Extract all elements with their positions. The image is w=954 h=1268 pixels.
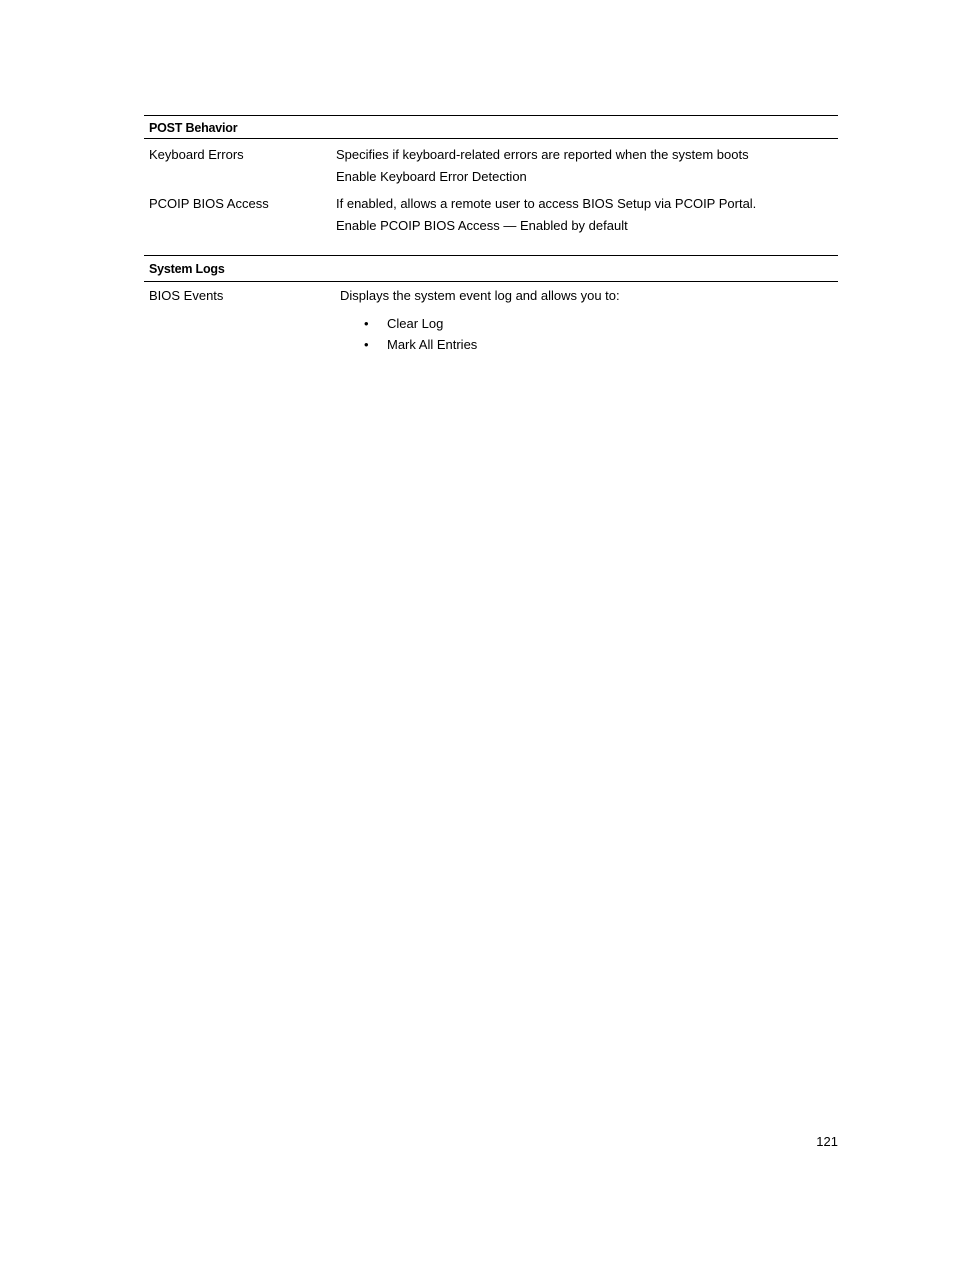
- bullet-text: Mark All Entries: [387, 337, 478, 352]
- pcoip-bios-access-option: Enable PCOIP BIOS Access — Enabled by default: [336, 218, 628, 233]
- system-logs-section: [144, 255, 838, 352]
- keyboard-errors-row: [144, 144, 838, 188]
- system-logs-heading: System Logs: [144, 255, 838, 282]
- page-number: 121: [816, 1134, 838, 1149]
- keyboard-errors-desc-line: Specifies if keyboard-related errors are reported when the system boots: [336, 147, 749, 162]
- post-behavior-section: [144, 115, 838, 233]
- pcoip-bios-access-row: [144, 193, 838, 237]
- bullet-dot-icon: •: [364, 316, 369, 331]
- pcoip-bios-access-desc-line: If enabled, allows a remote user to access BIOS Setup via PCOIP Portal.: [336, 196, 757, 211]
- post-behavior-heading: POST Behavior: [144, 115, 838, 139]
- bullet-dot-icon: •: [364, 337, 369, 352]
- bullet-text: Clear Log: [387, 316, 444, 331]
- keyboard-errors-option: Enable Keyboard Error Detection: [336, 169, 527, 184]
- keyboard-errors-description: [336, 144, 749, 188]
- pcoip-bios-access-description: [336, 193, 756, 237]
- bios-events-row: [144, 285, 838, 365]
- keyboard-errors-label: Keyboard Errors: [149, 147, 244, 162]
- bios-events-desc-line: Displays the system event log and allows you to:: [340, 288, 620, 303]
- bios-events-description: [340, 285, 620, 307]
- pcoip-bios-access-label: PCOIP BIOS Access: [149, 196, 269, 211]
- bios-events-label: BIOS Events: [149, 288, 224, 303]
